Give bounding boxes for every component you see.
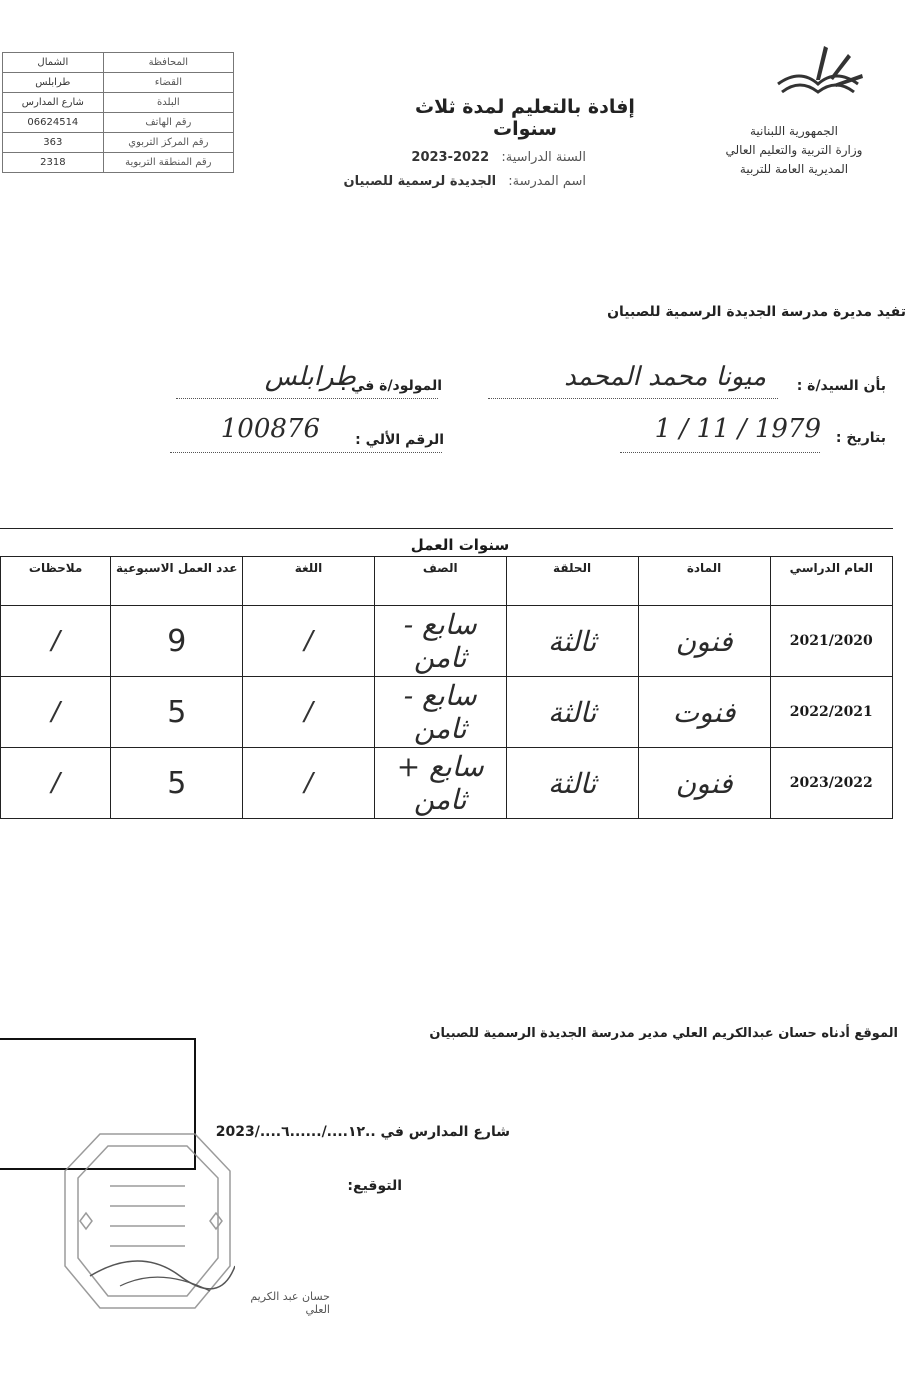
info-value: 06624514 bbox=[3, 113, 104, 133]
name-value: ميونا محمد المحمد bbox=[564, 362, 766, 392]
academic-year-label: السنة الدراسية: bbox=[501, 150, 586, 165]
cell-subject: فنوت bbox=[638, 677, 770, 748]
cell-cycle: ثالثة bbox=[506, 748, 638, 819]
info-row bbox=[3, 93, 234, 113]
cell-year: 2021/2020 bbox=[770, 606, 892, 677]
school-name-value: الجديدة لرسمية للصبيان bbox=[343, 174, 497, 189]
ministry-logo-icon bbox=[770, 40, 866, 110]
info-label: المحافظة bbox=[103, 53, 233, 73]
header-cycle: الحلقة bbox=[506, 557, 638, 606]
header-language: اللغة bbox=[243, 557, 375, 606]
school-name-label: اسم المدرسة: bbox=[508, 174, 586, 189]
info-row bbox=[3, 53, 234, 73]
cell-hours: 9 bbox=[111, 606, 243, 677]
info-value: الشمال bbox=[3, 53, 104, 73]
id-dotted-line bbox=[170, 452, 442, 453]
table-row bbox=[1, 677, 893, 748]
cell-hours: 5 bbox=[111, 748, 243, 819]
intro-text: تفيد مديرة مدرسة الجديدة الرسمية للصبيان bbox=[607, 304, 906, 320]
info-label: القضاء bbox=[103, 73, 233, 93]
info-row bbox=[3, 133, 234, 153]
signature-label: التوقيع: bbox=[347, 1178, 402, 1194]
ministry-line-3: المديرية العامة للتربية bbox=[739, 162, 849, 176]
cell-notes: / bbox=[1, 606, 111, 677]
table-row bbox=[1, 748, 893, 819]
cell-subject: فنون bbox=[638, 606, 770, 677]
info-label: رقم الهاتف bbox=[103, 113, 233, 133]
school-name bbox=[344, 174, 586, 189]
cell-cycle: ثالثة bbox=[506, 677, 638, 748]
cell-language: / bbox=[243, 606, 375, 677]
id-value: 100876 bbox=[220, 414, 320, 444]
info-value: 363 bbox=[3, 133, 104, 153]
cell-language: / bbox=[243, 748, 375, 819]
academic-year bbox=[411, 150, 586, 165]
cell-grade: سابع - ثامن bbox=[374, 677, 506, 748]
header-notes: ملاحظات bbox=[1, 557, 111, 606]
header-subject: المادة bbox=[638, 557, 770, 606]
info-value: 2318 bbox=[3, 153, 104, 173]
ministry-block bbox=[694, 122, 894, 179]
name-label: بأن السيد/ة : bbox=[796, 378, 886, 394]
date-value: 1 / 11 / 1979 bbox=[654, 414, 821, 444]
work-years-title: سنوات العمل bbox=[410, 536, 510, 554]
table-header-row bbox=[1, 557, 893, 606]
info-value: طرابلس bbox=[3, 73, 104, 93]
cell-hours: 5 bbox=[111, 677, 243, 748]
date-dotted-line bbox=[620, 452, 820, 453]
info-label: رقم المركز التربوي bbox=[103, 133, 233, 153]
ministry-line-1: الجمهورية اللبنانية bbox=[749, 124, 839, 138]
cell-notes: / bbox=[1, 748, 111, 819]
info-row bbox=[3, 113, 234, 133]
place-date: شارع المدارس في ..١٢..../......٦..../2023 bbox=[215, 1124, 510, 1140]
info-label: البلدة bbox=[103, 93, 233, 113]
cell-notes: / bbox=[1, 677, 111, 748]
info-value: شارع المدارس bbox=[3, 93, 104, 113]
school-stamp-icon bbox=[60, 1126, 235, 1316]
id-label: الرقم الألي : bbox=[355, 432, 444, 448]
table-row bbox=[1, 606, 893, 677]
table-top-rule bbox=[0, 528, 893, 529]
document-title: إفادة بالتعليم لمدة ثلاث سنوات bbox=[415, 96, 635, 140]
birthplace-value: طرابلس bbox=[264, 362, 356, 392]
header-weekly-hours: عدد العمل الاسبوعية bbox=[111, 557, 243, 606]
work-years-table bbox=[0, 556, 893, 819]
cell-grade: سابع + ثامن bbox=[374, 748, 506, 819]
academic-year-value: 2022-2023 bbox=[411, 150, 490, 165]
ministry-line-2: وزارة التربية والتعليم العالي bbox=[725, 143, 863, 157]
info-row bbox=[3, 153, 234, 173]
school-info-table bbox=[2, 52, 234, 173]
cell-language: / bbox=[243, 677, 375, 748]
header-grade: الصف bbox=[374, 557, 506, 606]
birthplace-dotted-line bbox=[176, 398, 438, 399]
header-year: العام الدراسي bbox=[770, 557, 892, 606]
date-label: بتاريخ : bbox=[835, 430, 886, 446]
cell-year: 2023/2022 bbox=[770, 748, 892, 819]
info-row bbox=[3, 73, 234, 93]
name-dotted-line bbox=[488, 398, 778, 399]
stamp-caption: حسان عبد الكريم العلي bbox=[250, 1290, 330, 1316]
birthplace-label: المولود/ة في : bbox=[340, 378, 442, 394]
cell-subject: فنون bbox=[638, 748, 770, 819]
cell-grade: سابع - ثامن bbox=[374, 606, 506, 677]
signer-statement: الموقع أدناه حسان عبدالكريم العلي مدير مدرسة الجديدة الرسمية للصبيان bbox=[429, 1026, 898, 1041]
cell-year: 2022/2021 bbox=[770, 677, 892, 748]
info-label: رقم المنطقة التربوية bbox=[103, 153, 233, 173]
cell-cycle: ثالثة bbox=[506, 606, 638, 677]
